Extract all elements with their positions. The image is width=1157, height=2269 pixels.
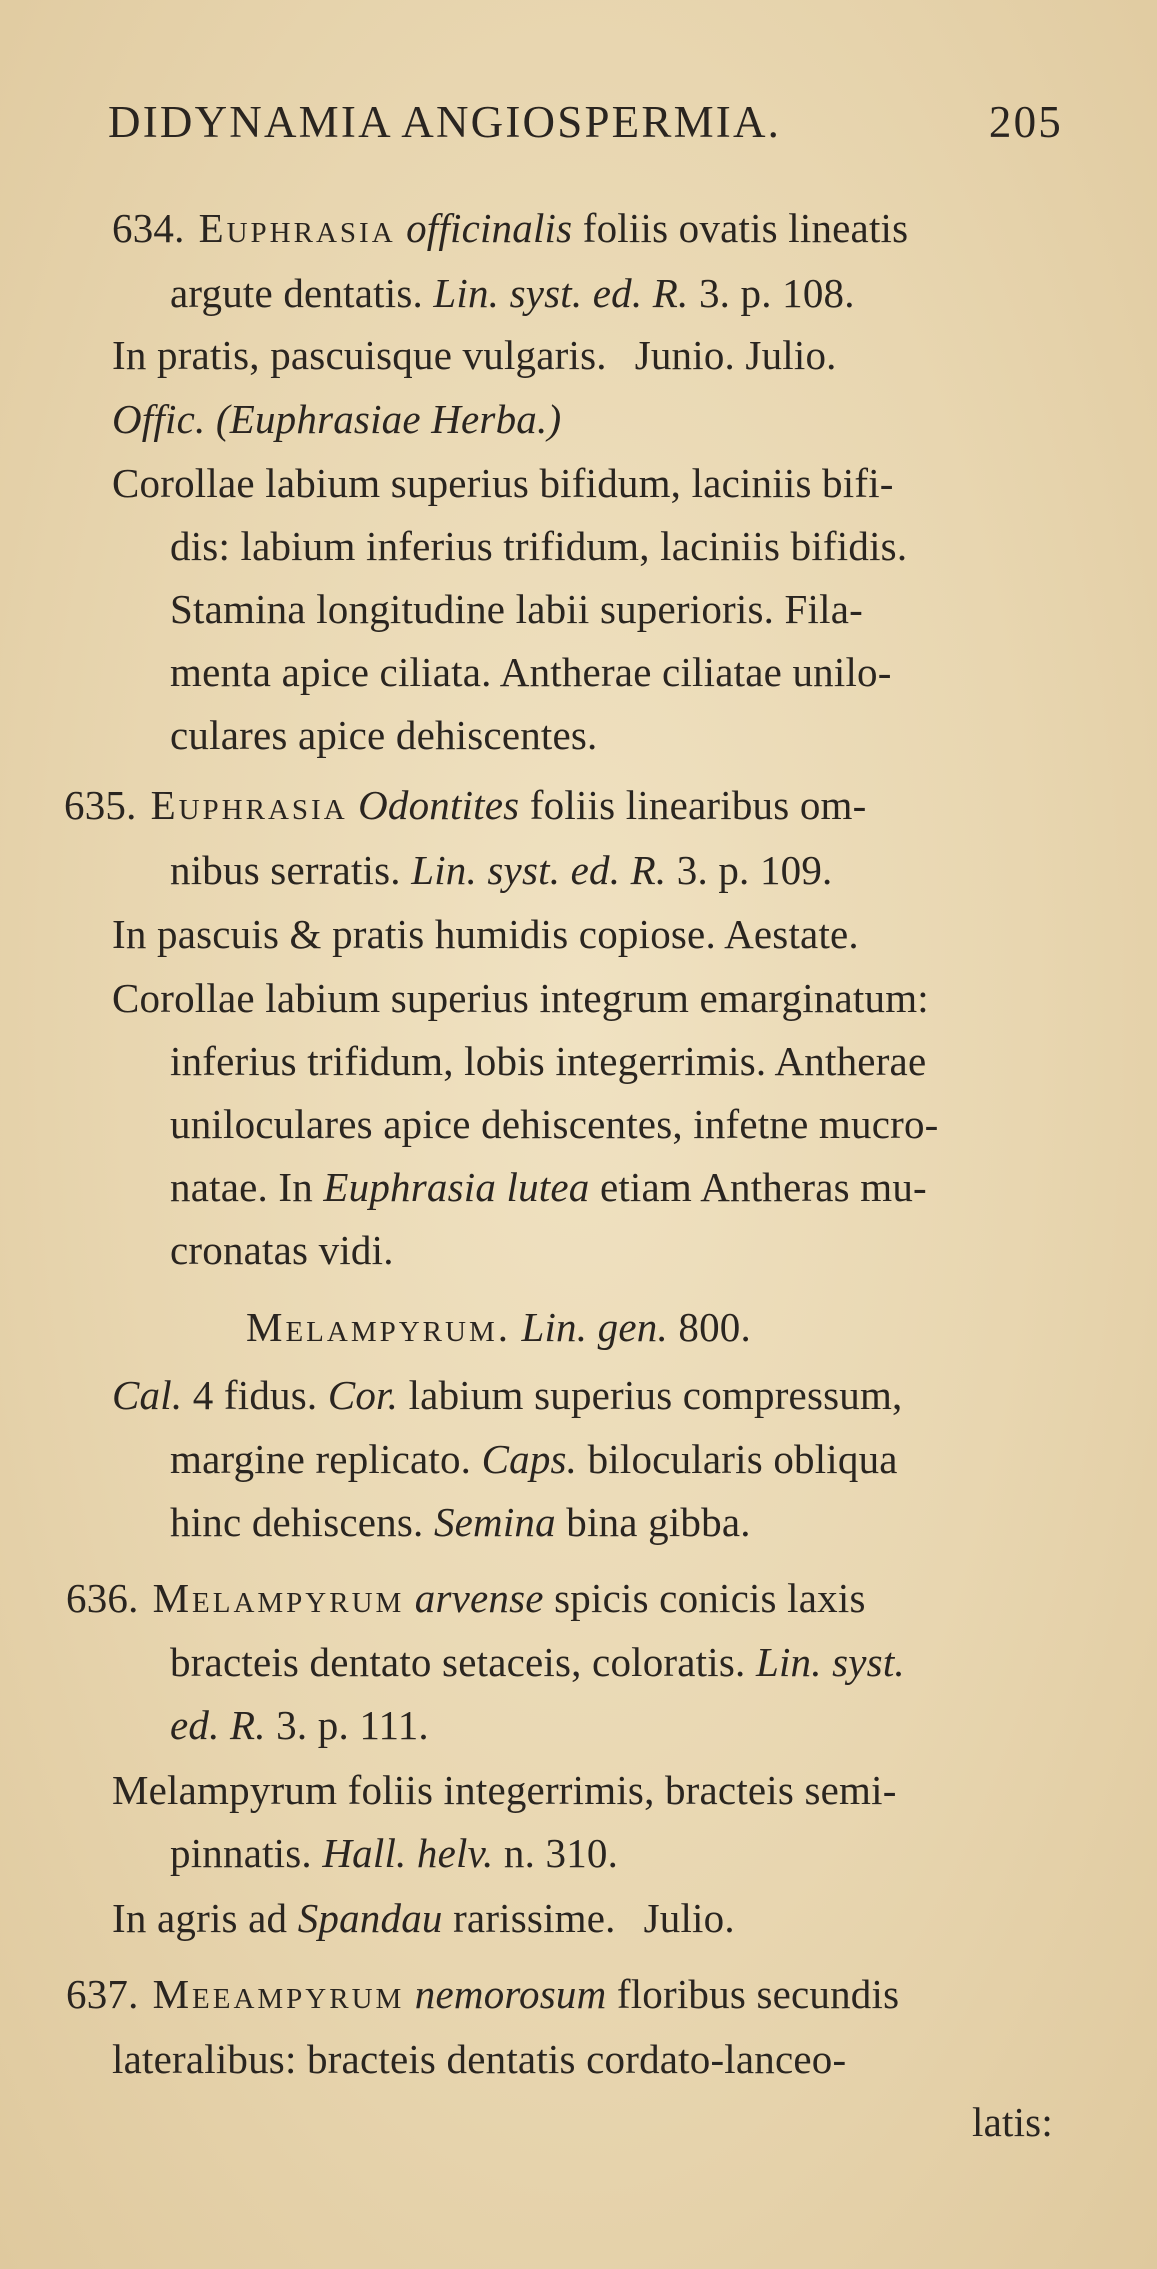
entry-636-line-1: 636. Melampyrum arvense spicis conicis laxis	[66, 1575, 866, 1621]
genus-name: Euphrasia	[198, 205, 396, 251]
entry-number: 636.	[66, 1575, 139, 1621]
entry-634-line-4: Offic. (Euphrasiae Herba.)	[112, 396, 562, 442]
entry-634-line-5: Corollae labium superius bifidum, laciniis bifi-	[112, 460, 894, 506]
entry-634-line-2: argute dentatis. Lin. syst. ed. R. 3. p. 108.	[170, 270, 855, 316]
species-name: nemorosum	[414, 1971, 607, 2017]
entry-635-line-8: cronatas vidi.	[170, 1227, 394, 1273]
entry-635-line-5: inferius trifidum, lobis integerrimis. Antherae	[170, 1038, 927, 1084]
genus-name: Meeampyrum	[152, 1971, 405, 2017]
species-name: arvense	[414, 1575, 544, 1621]
entry-634-line-7: Stamina longitudine labii superioris. Fila-	[170, 586, 863, 632]
entry-636-line-3: ed. R. 3. p. 111.	[170, 1702, 429, 1748]
genus-name: Melampyrum	[152, 1575, 405, 1621]
entry-636-line-4: Melampyrum foliis integerrimis, bracteis semi-	[112, 1767, 897, 1813]
entry-636-line-5: pinnatis. Hall. helv. n. 310.	[170, 1830, 619, 1876]
genus-heading: Melampyrum. Lin. gen. 800.	[246, 1304, 751, 1350]
page-number: 205	[988, 97, 1063, 147]
entry-634-line-1: 634. Euphrasia officinalis foliis ovatis lineatis	[112, 205, 909, 251]
reference: Lin. syst. ed. R.	[411, 847, 667, 893]
species-name: Odontites	[358, 782, 520, 828]
entry-637-line-1: 637. Meeampyrum nemorosum floribus secundis	[66, 1971, 900, 2017]
entry-635-line-1: 635. Euphrasia Odontites foliis linearibus om-	[64, 782, 867, 828]
entry-634-line-3: In pratis, pascuisque vulgaris. Junio. Julio.	[112, 332, 837, 378]
genus-line-2: Cal. 4 fidus. Cor. labium superius compressum,	[112, 1372, 903, 1418]
entry-635-line-4: Corollae labium superius integrum emarginatum:	[112, 975, 929, 1021]
entry-637-line-2: lateralibus: bracteis dentatis cordato-lanceo-	[112, 2036, 847, 2082]
entry-635-line-2: nibus serratis. Lin. syst. ed. R. 3. p. 109.	[170, 847, 833, 893]
reference: Lin. syst. ed. R.	[433, 270, 689, 316]
entry-number: 635.	[64, 782, 137, 828]
entry-635-line-6: uniloculares apice dehiscentes, infetne mucro-	[170, 1101, 939, 1147]
entry-634-line-6: dis: labium inferius trifidum, laciniis bifidis.	[170, 523, 908, 569]
species-name: officinalis	[406, 205, 573, 251]
genus-line-4: hinc dehiscens. Semina bina gibba.	[170, 1499, 751, 1545]
running-header	[108, 96, 1063, 148]
entry-636-line-2: bracteis dentato setaceis, coloratis. Lin. syst.	[170, 1639, 905, 1685]
entry-634-line-9: culares apice dehiscentes.	[170, 712, 598, 758]
reference: Hall. helv.	[322, 1830, 494, 1876]
genus-name: Euphrasia	[150, 782, 348, 828]
entry-636-line-6: In agris ad Spandau rarissime. Julio.	[112, 1895, 735, 1941]
genus-line-3: margine replicato. Caps. bilocularis obliqua	[170, 1436, 898, 1482]
entry-635-line-7: natae. In Euphrasia lutea etiam Antheras mu-	[170, 1164, 927, 1210]
running-title: DIDYNAMIA ANGIOSPERMIA.	[108, 97, 782, 147]
reference: Lin. syst.	[755, 1639, 905, 1685]
entry-634-line-8: menta apice ciliata. Antherae ciliatae unilo-	[170, 649, 892, 695]
entry-637-line-3: latis:	[972, 2099, 1053, 2145]
entry-635-line-3: In pascuis & pratis humidis copiose. Aestate.	[112, 911, 859, 957]
entry-number: 637.	[66, 1971, 139, 2017]
entry-number: 634.	[112, 205, 185, 251]
